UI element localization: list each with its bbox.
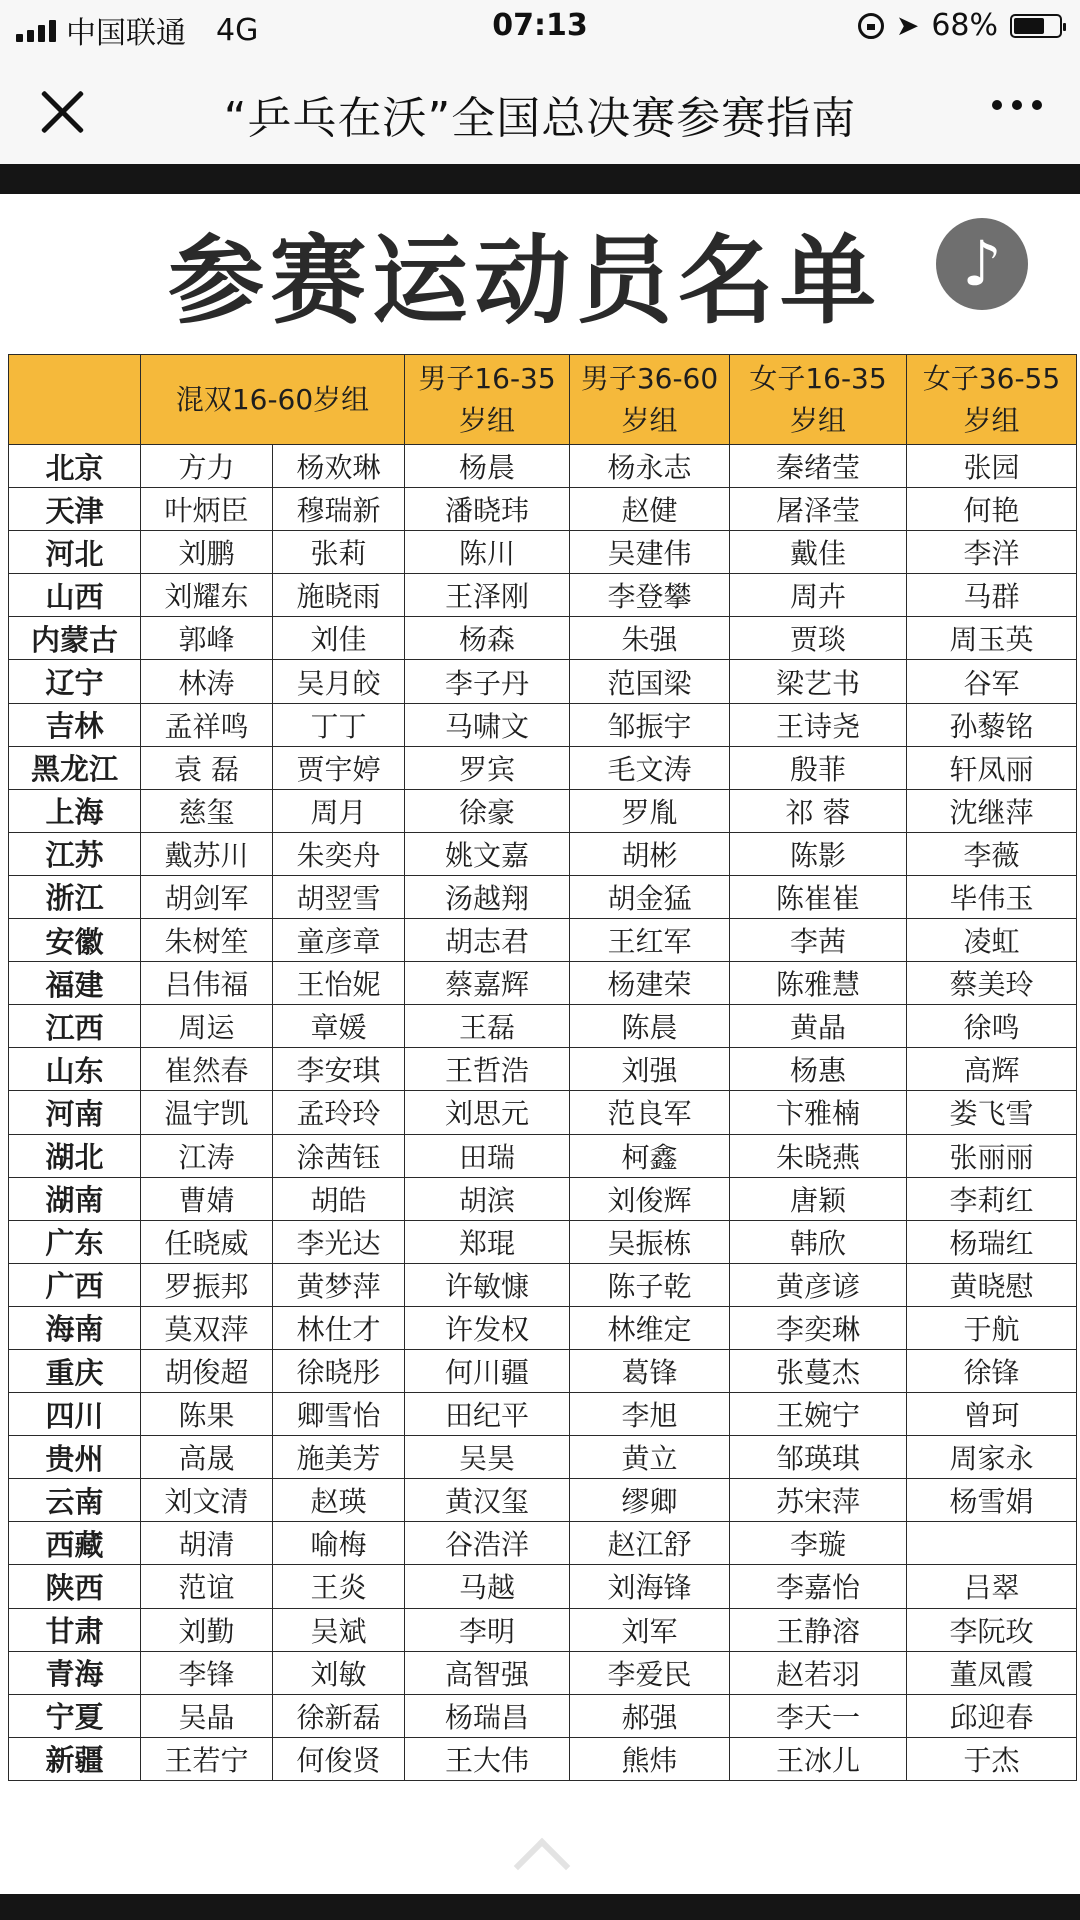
athlete-roster-table — [8, 354, 1077, 1781]
cell-province: 江苏 — [9, 832, 141, 875]
cell-mixed-player-2: 朱奕舟 — [273, 832, 405, 875]
cell-men-36-60: 罗胤 — [570, 789, 730, 832]
table-row — [9, 1565, 1077, 1608]
cell-province: 内蒙古 — [9, 617, 141, 660]
table-row — [9, 1220, 1077, 1263]
cell-mixed-player-1: 江涛 — [141, 1134, 273, 1177]
cell-men-16-35: 田瑞 — [405, 1134, 570, 1177]
cell-mixed-player-2: 涂茜钰 — [273, 1134, 405, 1177]
cell-men-16-35: 何川疆 — [405, 1349, 570, 1392]
cell-women-16-35: 屠泽莹 — [730, 488, 907, 531]
cell-province: 新疆 — [9, 1737, 141, 1780]
cell-men-16-35: 杨瑞昌 — [405, 1694, 570, 1737]
header-men-16-35: 男子16-35 岁组 — [405, 355, 570, 445]
cell-women-16-35: 王诗尧 — [730, 703, 907, 746]
table-row — [9, 1091, 1077, 1134]
table-row — [9, 1651, 1077, 1694]
table-header-row — [9, 355, 1077, 445]
cell-men-36-60: 吴建伟 — [570, 531, 730, 574]
cell-men-36-60: 胡彬 — [570, 832, 730, 875]
cell-province: 天津 — [9, 488, 141, 531]
cell-men-16-35: 郑琨 — [405, 1220, 570, 1263]
cell-province: 辽宁 — [9, 660, 141, 703]
cell-mixed-player-1: 温宇凯 — [141, 1091, 273, 1134]
cell-mixed-player-1: 林涛 — [141, 660, 273, 703]
cell-women-36-55: 张园 — [907, 445, 1077, 488]
cell-mixed-player-1: 朱树笙 — [141, 919, 273, 962]
cell-province: 宁夏 — [9, 1694, 141, 1737]
cell-women-36-55: 徐锋 — [907, 1349, 1077, 1392]
table-row — [9, 660, 1077, 703]
cell-mixed-player-1: 胡俊超 — [141, 1349, 273, 1392]
cell-province: 河北 — [9, 531, 141, 574]
cell-men-16-35: 谷浩洋 — [405, 1522, 570, 1565]
cell-mixed-player-1: 高晟 — [141, 1436, 273, 1479]
cell-women-16-35: 梁艺书 — [730, 660, 907, 703]
cell-women-16-35: 朱晓燕 — [730, 1134, 907, 1177]
table-row — [9, 1608, 1077, 1651]
cell-mixed-player-1: 方力 — [141, 445, 273, 488]
cell-men-36-60: 郝强 — [570, 1694, 730, 1737]
cell-men-16-35: 王磊 — [405, 1005, 570, 1048]
cell-men-36-60: 胡金猛 — [570, 875, 730, 918]
cell-mixed-player-2: 李光达 — [273, 1220, 405, 1263]
cell-men-16-35: 姚文嘉 — [405, 832, 570, 875]
cell-men-36-60: 陈子乾 — [570, 1263, 730, 1306]
cell-province: 河南 — [9, 1091, 141, 1134]
cell-mixed-player-2: 刘佳 — [273, 617, 405, 660]
cell-mixed-player-2: 孟玲玲 — [273, 1091, 405, 1134]
cell-men-16-35: 蔡嘉辉 — [405, 962, 570, 1005]
cell-women-36-55: 杨瑞红 — [907, 1220, 1077, 1263]
cell-mixed-player-1: 慈玺 — [141, 789, 273, 832]
cell-women-16-35: 陈影 — [730, 832, 907, 875]
cell-mixed-player-1: 郭峰 — [141, 617, 273, 660]
cell-mixed-player-2: 徐新磊 — [273, 1694, 405, 1737]
cell-men-36-60: 李登攀 — [570, 574, 730, 617]
cell-women-36-55: 徐鸣 — [907, 1005, 1077, 1048]
cell-men-16-35: 杨森 — [405, 617, 570, 660]
cell-province: 吉林 — [9, 703, 141, 746]
cell-men-16-35: 李明 — [405, 1608, 570, 1651]
cell-men-16-35: 徐豪 — [405, 789, 570, 832]
table-row — [9, 962, 1077, 1005]
table-row — [9, 1306, 1077, 1349]
cell-mixed-player-2: 贾宇婷 — [273, 746, 405, 789]
table-row — [9, 1263, 1077, 1306]
cell-men-36-60: 葛锋 — [570, 1349, 730, 1392]
table-row — [9, 531, 1077, 574]
cell-mixed-player-1: 袁 磊 — [141, 746, 273, 789]
cell-mixed-player-1: 崔然春 — [141, 1048, 273, 1091]
cell-province: 广东 — [9, 1220, 141, 1263]
cell-province: 青海 — [9, 1651, 141, 1694]
cell-women-16-35: 黄彦谚 — [730, 1263, 907, 1306]
cell-women-16-35: 唐颖 — [730, 1177, 907, 1220]
cell-province: 山东 — [9, 1048, 141, 1091]
cell-province: 福建 — [9, 962, 141, 1005]
cell-mixed-player-1: 王若宁 — [141, 1737, 273, 1780]
cell-women-16-35: 祁 蓉 — [730, 789, 907, 832]
carrier-label: 中国联通 — [66, 16, 186, 51]
cell-province: 黑龙江 — [9, 746, 141, 789]
table-row — [9, 875, 1077, 918]
table-row — [9, 617, 1077, 660]
cell-mixed-player-1: 孟祥鸣 — [141, 703, 273, 746]
cell-men-36-60: 杨建荣 — [570, 962, 730, 1005]
cell-mixed-player-2: 章媛 — [273, 1005, 405, 1048]
cell-mixed-player-1: 吕伟福 — [141, 962, 273, 1005]
table-row — [9, 574, 1077, 617]
status-right — [858, 8, 1062, 43]
rotation-lock-icon — [858, 13, 884, 39]
cell-mixed-player-2: 丁丁 — [273, 703, 405, 746]
cell-women-16-35: 卞雅楠 — [730, 1091, 907, 1134]
cell-men-36-60: 李爱民 — [570, 1651, 730, 1694]
cell-women-36-55 — [907, 1522, 1077, 1565]
cell-men-16-35: 许敏慷 — [405, 1263, 570, 1306]
cell-men-36-60: 刘海锋 — [570, 1565, 730, 1608]
table-row — [9, 703, 1077, 746]
cell-mixed-player-1: 曹婧 — [141, 1177, 273, 1220]
cell-men-36-60: 范国梁 — [570, 660, 730, 703]
table-row — [9, 1134, 1077, 1177]
status-bar — [0, 0, 1080, 52]
cell-mixed-player-2: 林仕才 — [273, 1306, 405, 1349]
cell-province: 江西 — [9, 1005, 141, 1048]
cell-mixed-player-1: 叶炳臣 — [141, 488, 273, 531]
cell-women-36-55: 何艳 — [907, 488, 1077, 531]
roster-heading: 参赛运动员名单 — [168, 225, 882, 337]
cell-women-16-35: 李璇 — [730, 1522, 907, 1565]
cell-women-16-35: 王婉宁 — [730, 1393, 907, 1436]
cell-men-16-35: 罗宾 — [405, 746, 570, 789]
cell-men-36-60: 邹振宇 — [570, 703, 730, 746]
cell-men-36-60: 李旭 — [570, 1393, 730, 1436]
close-icon[interactable] — [38, 86, 88, 136]
cell-mixed-player-2: 童彦章 — [273, 919, 405, 962]
cell-men-16-35: 王大伟 — [405, 1737, 570, 1780]
cell-women-36-55: 凌虹 — [907, 919, 1077, 962]
table-row — [9, 919, 1077, 962]
cell-men-16-35: 刘思元 — [405, 1091, 570, 1134]
cell-men-36-60: 朱强 — [570, 617, 730, 660]
location-arrow-icon: ➤ — [895, 8, 920, 42]
cell-province: 广西 — [9, 1263, 141, 1306]
cell-women-36-55: 高辉 — [907, 1048, 1077, 1091]
cell-province: 上海 — [9, 789, 141, 832]
cell-men-16-35: 胡滨 — [405, 1177, 570, 1220]
cell-women-16-35: 张蔓杰 — [730, 1349, 907, 1392]
cell-mixed-player-2: 黄梦萍 — [273, 1263, 405, 1306]
cell-men-36-60: 杨永志 — [570, 445, 730, 488]
cell-women-16-35: 王静溶 — [730, 1608, 907, 1651]
table-row — [9, 1177, 1077, 1220]
cell-women-16-35: 秦绪莹 — [730, 445, 907, 488]
cell-mixed-player-1: 莫双萍 — [141, 1306, 273, 1349]
cell-province: 重庆 — [9, 1349, 141, 1392]
table-row — [9, 488, 1077, 531]
bottom-strip — [0, 1894, 1080, 1920]
cell-men-16-35: 胡志君 — [405, 919, 570, 962]
cell-mixed-player-2: 何俊贤 — [273, 1737, 405, 1780]
cell-men-36-60: 刘军 — [570, 1608, 730, 1651]
table-row — [9, 1737, 1077, 1780]
table-row — [9, 1694, 1077, 1737]
cell-women-16-35: 黄晶 — [730, 1005, 907, 1048]
cell-mixed-player-2: 周月 — [273, 789, 405, 832]
divider-strip — [0, 164, 1080, 194]
cell-province: 陕西 — [9, 1565, 141, 1608]
cell-mixed-player-2: 胡翌雪 — [273, 875, 405, 918]
cell-men-36-60: 柯鑫 — [570, 1134, 730, 1177]
cell-province: 北京 — [9, 445, 141, 488]
cell-men-16-35: 王泽刚 — [405, 574, 570, 617]
cell-women-16-35: 戴佳 — [730, 531, 907, 574]
cell-province: 云南 — [9, 1479, 141, 1522]
cell-mixed-player-1: 刘勤 — [141, 1608, 273, 1651]
table-body — [9, 445, 1077, 1781]
cell-mixed-player-2: 张莉 — [273, 531, 405, 574]
cell-mixed-player-1: 胡清 — [141, 1522, 273, 1565]
cell-women-16-35: 殷菲 — [730, 746, 907, 789]
cell-women-36-55: 李莉红 — [907, 1177, 1077, 1220]
cell-mixed-player-2: 杨欢琳 — [273, 445, 405, 488]
table-row — [9, 1005, 1077, 1048]
page-title: “乒乓在沃”全国总决赛参赛指南 — [223, 93, 857, 144]
cell-women-36-55: 董凤霞 — [907, 1651, 1077, 1694]
table-row — [9, 1436, 1077, 1479]
cell-mixed-player-2: 赵瑛 — [273, 1479, 405, 1522]
cell-mixed-player-2: 刘敏 — [273, 1651, 405, 1694]
cell-men-16-35: 杨晨 — [405, 445, 570, 488]
cell-women-16-35: 周卉 — [730, 574, 907, 617]
battery-percent: 68% — [931, 8, 998, 43]
cell-women-36-55: 于航 — [907, 1306, 1077, 1349]
cell-mixed-player-2: 卿雪怡 — [273, 1393, 405, 1436]
table-row — [9, 1393, 1077, 1436]
cell-mixed-player-2: 施美芳 — [273, 1436, 405, 1479]
table-row — [9, 1349, 1077, 1392]
table-row — [9, 1479, 1077, 1522]
cell-men-36-60: 赵江舒 — [570, 1522, 730, 1565]
chevron-up-icon[interactable] — [510, 1836, 570, 1876]
network-label: 4G — [216, 12, 259, 48]
cell-women-16-35: 邹瑛琪 — [730, 1436, 907, 1479]
cell-mixed-player-1: 任晓威 — [141, 1220, 273, 1263]
cell-mixed-player-1: 周运 — [141, 1005, 273, 1048]
cell-mixed-player-2: 徐晓彤 — [273, 1349, 405, 1392]
table-row — [9, 1522, 1077, 1565]
cell-province: 四川 — [9, 1393, 141, 1436]
cell-women-36-55: 杨雪娟 — [907, 1479, 1077, 1522]
cell-mixed-player-2: 吴斌 — [273, 1608, 405, 1651]
cell-women-16-35: 苏宋萍 — [730, 1479, 907, 1522]
cell-women-36-55: 周玉英 — [907, 617, 1077, 660]
header-province — [9, 355, 141, 445]
cell-men-16-35: 马啸文 — [405, 703, 570, 746]
cell-women-36-55: 周家永 — [907, 1436, 1077, 1479]
cell-mixed-player-1: 陈果 — [141, 1393, 273, 1436]
cell-women-36-55: 张丽丽 — [907, 1134, 1077, 1177]
cell-men-36-60: 毛文涛 — [570, 746, 730, 789]
cell-women-16-35: 陈崔崔 — [730, 875, 907, 918]
cell-province: 贵州 — [9, 1436, 141, 1479]
cell-province: 湖北 — [9, 1134, 141, 1177]
cell-men-16-35: 汤越翔 — [405, 875, 570, 918]
cell-men-16-35: 许发权 — [405, 1306, 570, 1349]
cell-province: 湖南 — [9, 1177, 141, 1220]
cell-mixed-player-1: 罗振邦 — [141, 1263, 273, 1306]
cell-men-36-60: 缪卿 — [570, 1479, 730, 1522]
cell-mixed-player-1: 胡剑军 — [141, 875, 273, 918]
cell-men-16-35: 李子丹 — [405, 660, 570, 703]
battery-fill — [1014, 18, 1044, 34]
cell-mixed-player-1: 戴苏川 — [141, 832, 273, 875]
cell-men-36-60: 黄立 — [570, 1436, 730, 1479]
cell-women-16-35: 李天一 — [730, 1694, 907, 1737]
cell-women-36-55: 吕翠 — [907, 1565, 1077, 1608]
cell-mixed-player-1: 吴晶 — [141, 1694, 273, 1737]
header-women-36-55: 女子36-55 岁组 — [907, 355, 1077, 445]
cell-men-36-60: 范良军 — [570, 1091, 730, 1134]
cell-women-16-35: 陈雅慧 — [730, 962, 907, 1005]
cell-women-36-55: 毕伟玉 — [907, 875, 1077, 918]
cell-women-36-55: 李阮玫 — [907, 1608, 1077, 1651]
cell-women-16-35: 李奕琳 — [730, 1306, 907, 1349]
cell-men-16-35: 黄汉玺 — [405, 1479, 570, 1522]
cell-mixed-player-2: 王怡妮 — [273, 962, 405, 1005]
cell-women-16-35: 贾琰 — [730, 617, 907, 660]
cell-women-36-55: 娄飞雪 — [907, 1091, 1077, 1134]
cell-province: 甘肃 — [9, 1608, 141, 1651]
status-time: 07:13 — [492, 8, 588, 43]
cell-mixed-player-2: 胡皓 — [273, 1177, 405, 1220]
table-row — [9, 746, 1077, 789]
table-row — [9, 789, 1077, 832]
cell-mixed-player-1: 刘耀东 — [141, 574, 273, 617]
cell-women-36-55: 马群 — [907, 574, 1077, 617]
cell-mixed-player-1: 刘文清 — [141, 1479, 273, 1522]
cell-province: 海南 — [9, 1306, 141, 1349]
cell-women-16-35: 赵若羽 — [730, 1651, 907, 1694]
cell-women-16-35: 杨惠 — [730, 1048, 907, 1091]
cell-women-36-55: 邱迎春 — [907, 1694, 1077, 1737]
cell-men-36-60: 赵健 — [570, 488, 730, 531]
cell-women-16-35: 李茜 — [730, 919, 907, 962]
cell-mixed-player-2: 李安琪 — [273, 1048, 405, 1091]
cell-men-36-60: 林维定 — [570, 1306, 730, 1349]
cell-women-36-55: 曾珂 — [907, 1393, 1077, 1436]
cell-men-36-60: 刘俊辉 — [570, 1177, 730, 1220]
cell-men-36-60: 吴振栋 — [570, 1220, 730, 1263]
cell-women-16-35: 李嘉怡 — [730, 1565, 907, 1608]
cell-women-16-35: 王冰儿 — [730, 1737, 907, 1780]
cell-women-36-55: 黄晓慰 — [907, 1263, 1077, 1306]
cell-province: 山西 — [9, 574, 141, 617]
cell-mixed-player-2: 王炎 — [273, 1565, 405, 1608]
cell-men-16-35: 吴昊 — [405, 1436, 570, 1479]
cell-mixed-player-2: 施晓雨 — [273, 574, 405, 617]
cell-mixed-player-1: 刘鹏 — [141, 531, 273, 574]
cell-province: 西藏 — [9, 1522, 141, 1565]
cell-women-16-35: 韩欣 — [730, 1220, 907, 1263]
cell-mixed-player-1: 范谊 — [141, 1565, 273, 1608]
cell-mixed-player-1: 李锋 — [141, 1651, 273, 1694]
music-note-icon[interactable]: ♪ — [936, 218, 1028, 310]
cell-men-16-35: 田纪平 — [405, 1393, 570, 1436]
more-icon[interactable] — [992, 100, 1042, 110]
cell-men-16-35: 高智强 — [405, 1651, 570, 1694]
cell-men-16-35: 马越 — [405, 1565, 570, 1608]
cell-women-36-55: 于杰 — [907, 1737, 1077, 1780]
cell-women-36-55: 谷军 — [907, 660, 1077, 703]
cell-men-16-35: 王哲浩 — [405, 1048, 570, 1091]
table-row — [9, 1048, 1077, 1091]
cell-men-36-60: 熊炜 — [570, 1737, 730, 1780]
cell-women-36-55: 李薇 — [907, 832, 1077, 875]
cell-mixed-player-2: 穆瑞新 — [273, 488, 405, 531]
cell-women-36-55: 轩凤丽 — [907, 746, 1077, 789]
header-mixed-doubles: 混双16-60岁组 — [141, 355, 405, 445]
cell-men-16-35: 潘晓玮 — [405, 488, 570, 531]
cell-women-36-55: 孙藜铭 — [907, 703, 1077, 746]
cell-women-36-55: 沈继萍 — [907, 789, 1077, 832]
cell-province: 安徽 — [9, 919, 141, 962]
cell-mixed-player-2: 吴月皎 — [273, 660, 405, 703]
table-row — [9, 445, 1077, 488]
nav-bar — [0, 52, 1080, 164]
header-men-36-60: 男子36-60 岁组 — [570, 355, 730, 445]
cell-men-36-60: 刘强 — [570, 1048, 730, 1091]
cell-province: 浙江 — [9, 875, 141, 918]
cell-mixed-player-2: 喻梅 — [273, 1522, 405, 1565]
battery-icon — [1010, 14, 1062, 38]
cell-men-36-60: 王红军 — [570, 919, 730, 962]
cell-men-36-60: 陈晨 — [570, 1005, 730, 1048]
cell-men-16-35: 陈川 — [405, 531, 570, 574]
cell-women-36-55: 李洋 — [907, 531, 1077, 574]
cell-women-36-55: 蔡美玲 — [907, 962, 1077, 1005]
table-row — [9, 832, 1077, 875]
header-women-16-35: 女子16-35 岁组 — [730, 355, 907, 445]
